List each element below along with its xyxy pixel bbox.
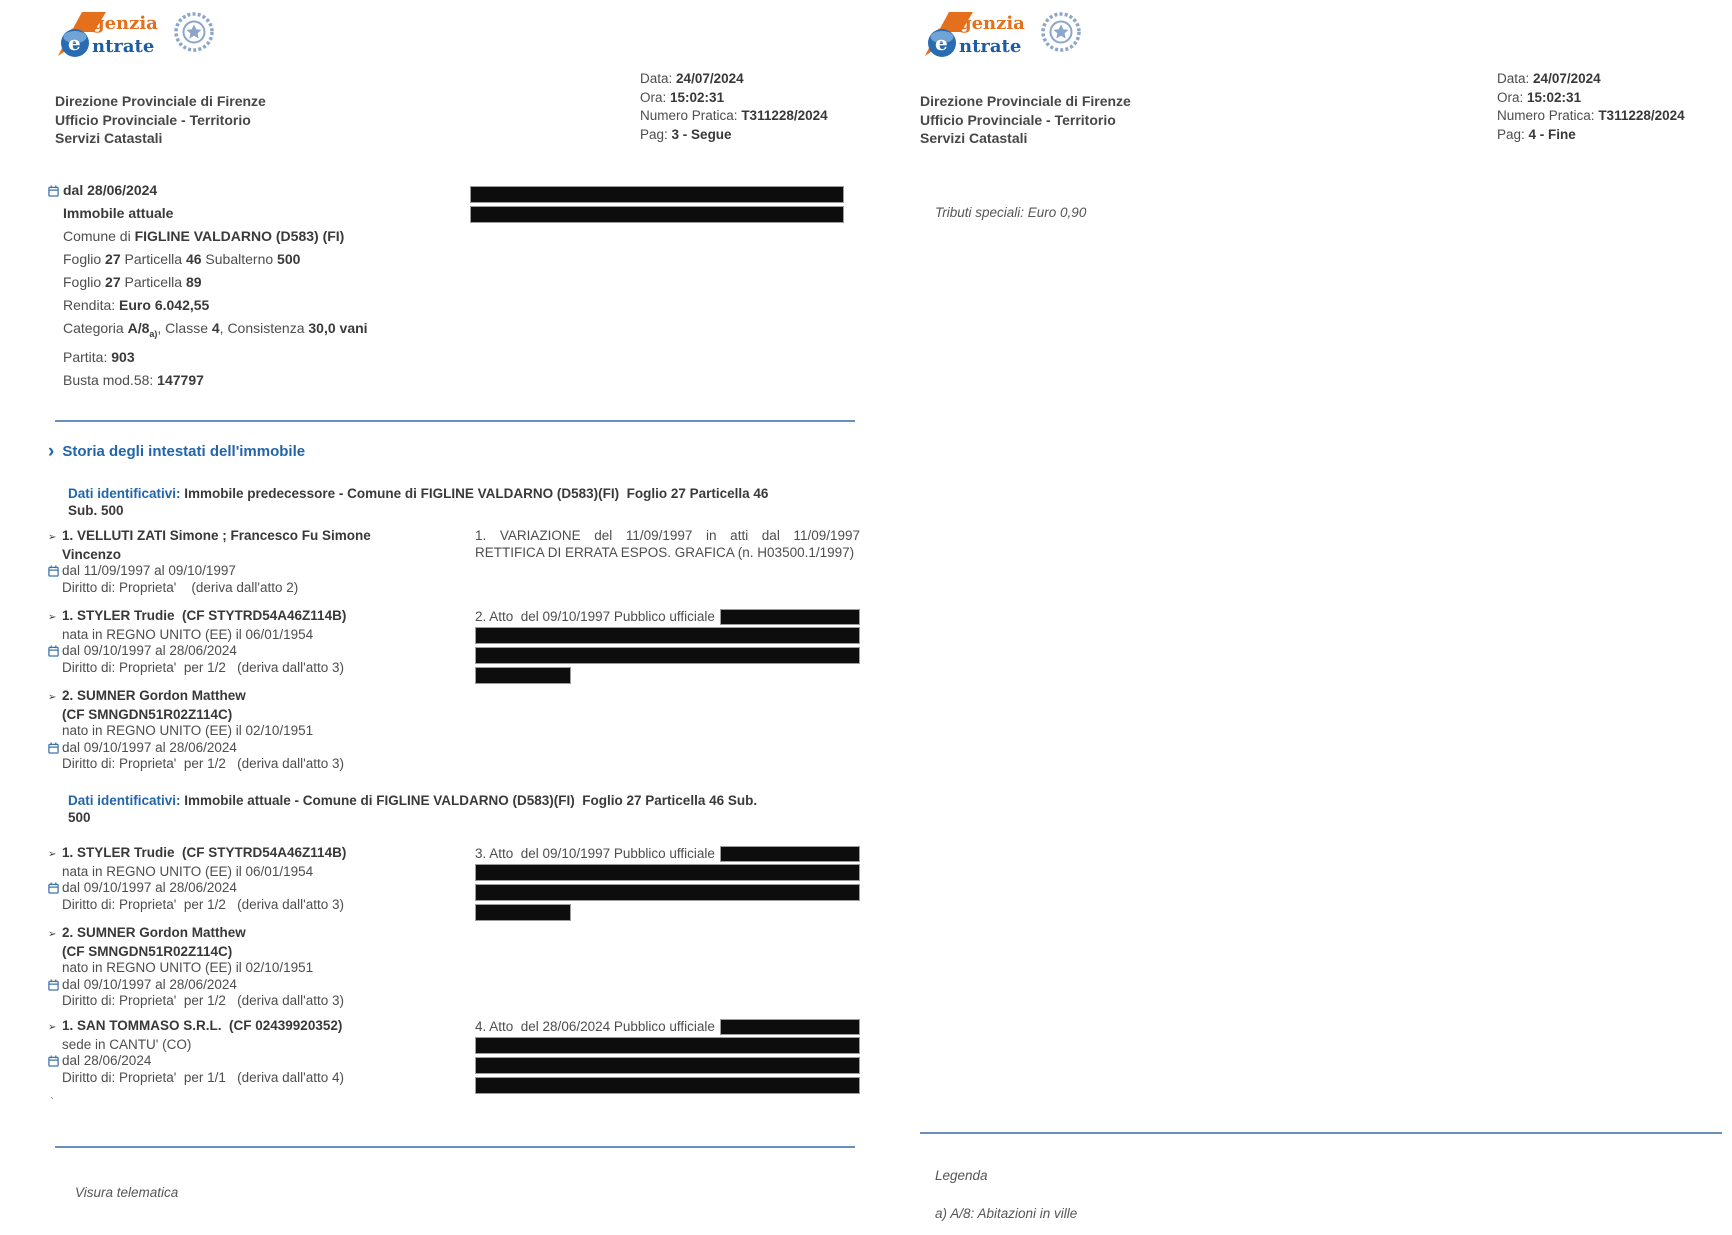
redaction-bar xyxy=(475,904,571,921)
act-title: 4. Atto del 28/06/2024 Pubblico ufficiale xyxy=(475,1019,715,1034)
chevron-right-icon: › xyxy=(48,441,55,462)
foglio-value: 27 xyxy=(105,274,121,290)
redaction-bar xyxy=(720,609,860,625)
section-divider xyxy=(55,420,855,422)
dati-identificativi-header xyxy=(68,792,773,826)
dati-identificativi-text: Immobile predecessore - Comune di FIGLINE VALDARNO (D583)(FI) Foglio 27 Particella 46 Sub. 500 xyxy=(68,486,773,518)
categoria-value: A/8 xyxy=(127,320,150,336)
pag-label: Pag: xyxy=(1497,126,1525,142)
office-address xyxy=(55,92,266,148)
ora-label: Ora: xyxy=(1497,89,1524,105)
agenzia-entrate-logo-graphic xyxy=(48,6,228,64)
comune-label: Comune di xyxy=(63,228,135,244)
office-address xyxy=(920,92,1131,148)
document-meta xyxy=(640,70,828,144)
classe-label: , Classe xyxy=(157,320,212,336)
consistenza-value: 30,0 vani xyxy=(308,320,368,336)
classe-value: 4 xyxy=(211,320,220,336)
redaction-bar xyxy=(470,206,844,223)
owner-details xyxy=(48,1018,465,1097)
arrow-bullet-icon: ➢ xyxy=(48,929,57,940)
ownership-right: Diritto di: Proprieta' per 1/2 (deriva dall'atto 3) xyxy=(62,659,345,675)
dati-identificativi-text: Immobile attuale - Comune di FIGLINE VALDARNO (D583)(FI) Foglio 27 Particella 46 Sub. 500 xyxy=(68,793,761,825)
partita-value: 903 xyxy=(111,348,135,365)
owner-name: 1. SAN TOMMASO S.R.L. (CF 02439920352) xyxy=(62,1018,343,1033)
dati-identificativi-header xyxy=(68,485,773,519)
pag-label: Pag: xyxy=(640,126,668,142)
arrow-bullet-icon: ➢ xyxy=(48,532,57,543)
footer-note: Visura telematica xyxy=(75,1185,179,1200)
redaction-bar xyxy=(475,884,860,901)
property-status: Immobile attuale xyxy=(63,205,174,221)
owner-birth: sede in CANTU' (CO) xyxy=(62,1036,192,1052)
owner-entry xyxy=(48,688,860,773)
data-value: 24/07/2024 xyxy=(676,71,744,86)
footer-divider xyxy=(55,1146,855,1148)
ownership-dates: dal 28/06/2024 xyxy=(62,1053,152,1068)
legenda-title: Legenda xyxy=(935,1168,988,1183)
calendar-icon xyxy=(48,185,59,197)
rendita-value: Euro 6.042,55 xyxy=(119,297,210,313)
subalterno-value: 500 xyxy=(277,251,301,267)
owner-name: 1. STYLER Trudie (CF STYTRD54A46Z114B) xyxy=(62,608,347,623)
ownership-right: Diritto di: Proprieta' per 1/2 (deriva dall'atto 3) xyxy=(62,993,345,1008)
particella-value: 46 xyxy=(185,251,202,267)
data-label: Data: xyxy=(1497,71,1530,86)
owner-details xyxy=(48,528,465,596)
document-meta xyxy=(1497,70,1685,144)
owner-name: 1. VELLUTI ZATI Simone ; Francesco Fu Simone xyxy=(62,528,371,543)
owner-entry xyxy=(48,845,860,924)
svg-text:ntrate: ntrate xyxy=(959,36,1022,57)
redaction-bar xyxy=(470,186,844,203)
foglio-label: Foglio xyxy=(63,251,106,267)
owner-birth: nato in REGNO UNITO (EE) il 02/10/1951 xyxy=(62,723,314,738)
svg-text:genzia: genzia xyxy=(959,13,1025,34)
act-details xyxy=(475,1018,860,1097)
categoria-label: Categoria xyxy=(63,320,128,336)
redaction-bar xyxy=(475,1057,860,1074)
owner-details xyxy=(48,925,465,1010)
particella-label: Particella xyxy=(120,274,186,290)
stray-mark: ` xyxy=(50,1095,54,1109)
foglio-label: Foglio xyxy=(63,274,106,290)
office-line: Direzione Provinciale di Firenze xyxy=(55,93,266,109)
legenda-item: a) A/8: Abitazioni in ville xyxy=(935,1206,1078,1221)
redaction-bar xyxy=(720,1019,860,1035)
owner-details xyxy=(48,608,465,687)
owner-name: 2. SUMNER Gordon Matthew xyxy=(62,925,246,940)
arrow-bullet-icon: ➢ xyxy=(48,849,57,860)
owner-name: 1. STYLER Trudie (CF STYTRD54A46Z114B) xyxy=(62,845,347,860)
redaction-bar xyxy=(720,846,860,862)
busta-label: Busta mod.58: xyxy=(63,371,158,388)
pratica-label: Numero Pratica: xyxy=(1497,108,1595,123)
act-details xyxy=(475,608,860,687)
owner-birth: nato in REGNO UNITO (EE) il 02/10/1951 xyxy=(62,960,314,975)
act-title: 2. Atto del 09/10/1997 Pubblico ufficiale xyxy=(475,609,715,624)
ownership-dates: dal 11/09/1997 al 09/10/1997 xyxy=(62,563,236,578)
data-label: Data: xyxy=(640,71,673,86)
subalterno-label: Subalterno xyxy=(201,251,278,267)
ora-label: Ora: xyxy=(640,89,667,105)
owner-entry xyxy=(48,608,860,687)
office-line: Servizi Catastali xyxy=(920,130,1028,146)
act-details xyxy=(475,845,860,924)
property-summary xyxy=(48,179,488,392)
pag-value: 3 - Segue xyxy=(671,126,732,142)
rendita-label: Rendita: xyxy=(63,297,120,313)
svg-text:genzia: genzia xyxy=(92,13,158,34)
tributi-speciali: Tributi speciali: Euro 0,90 xyxy=(935,205,1087,220)
ownership-dates: dal 09/10/1997 al 28/06/2024 xyxy=(62,643,237,658)
calendar-icon xyxy=(48,742,59,754)
redaction-block xyxy=(470,186,844,226)
ownership-right: Diritto di: Proprieta' (deriva dall'atto 2) xyxy=(62,579,299,595)
act-details xyxy=(475,528,860,596)
consistenza-label: , Consistenza xyxy=(219,320,309,336)
act-title: 3. Atto del 09/10/1997 Pubblico ufficiale xyxy=(475,846,715,861)
ownership-right: Diritto di: Proprieta' per 1/2 (deriva dall'atto 3) xyxy=(62,756,345,771)
pratica-value: T311228/2024 xyxy=(1598,108,1685,123)
categoria-footnote: a) xyxy=(149,328,158,339)
agenzia-entrate-logo xyxy=(915,6,1095,69)
agenzia-entrate-logo-graphic xyxy=(915,6,1095,64)
redaction-bar xyxy=(475,1077,860,1094)
pratica-label: Numero Pratica: xyxy=(640,108,738,123)
owner-details xyxy=(48,845,465,924)
storia-section-title xyxy=(48,443,305,460)
agenzia-entrate-logo xyxy=(48,6,228,69)
office-line: Direzione Provinciale di Firenze xyxy=(920,93,1131,109)
ownership-dates: dal 09/10/1997 al 28/06/2024 xyxy=(62,739,237,755)
svg-text:ntrate: ntrate xyxy=(92,36,155,57)
office-line: Ufficio Provinciale - Territorio xyxy=(920,111,1116,128)
variazione-text: 1. VARIAZIONE del 11/09/1997 in atti dal 11/09/1997 RETTIFICA DI ERRATA ESPOS. GRAFICA (n. H03500.1/1997) xyxy=(475,528,860,560)
owner-entry xyxy=(48,925,860,1010)
office-line: Ufficio Provinciale - Territorio xyxy=(55,111,251,128)
svg-text:e: e xyxy=(68,31,81,55)
republic-emblem-icon xyxy=(1043,14,1079,50)
owner-name-cont: Vincenzo xyxy=(62,546,122,562)
redaction-bar xyxy=(475,1037,860,1054)
comune-value: FIGLINE VALDARNO (D583) (FI) xyxy=(134,228,345,244)
ownership-right: Diritto di: Proprieta' per 1/2 (deriva dall'atto 3) xyxy=(62,896,345,912)
calendar-icon xyxy=(48,1055,59,1067)
calendar-icon xyxy=(48,645,59,657)
data-value: 24/07/2024 xyxy=(1533,71,1601,86)
republic-emblem-icon xyxy=(176,14,212,50)
arrow-bullet-icon: ➢ xyxy=(48,612,57,623)
svg-text:e: e xyxy=(935,31,948,55)
owner-birth: nata in REGNO UNITO (EE) il 06/01/1954 xyxy=(62,863,314,879)
storia-title-text: Storia degli intestati dell'immobile xyxy=(62,443,306,460)
owner-entry xyxy=(48,1018,860,1097)
ora-value: 15:02:31 xyxy=(1527,89,1582,105)
calendar-icon xyxy=(48,565,59,577)
ownership-dates: dal 09/10/1997 al 28/06/2024 xyxy=(62,976,237,992)
owner-name-cont: (CF SMNGDN51R02Z114C) xyxy=(62,943,233,959)
busta-value: 147797 xyxy=(157,371,204,388)
redaction-bar xyxy=(475,627,860,644)
owner-birth: nata in REGNO UNITO (EE) il 06/01/1954 xyxy=(62,626,314,642)
arrow-bullet-icon: ➢ xyxy=(48,1022,57,1033)
valid-from-date: dal 28/06/2024 xyxy=(63,182,158,198)
owner-entry xyxy=(48,528,860,596)
dati-identificativi-label: Dati identificativi: xyxy=(68,793,181,808)
partita-label: Partita: xyxy=(63,348,112,365)
owner-details xyxy=(48,688,465,773)
office-line: Servizi Catastali xyxy=(55,130,163,146)
owner-name-cont: (CF SMNGDN51R02Z114C) xyxy=(62,706,233,722)
particella-value: 89 xyxy=(185,274,202,290)
redaction-bar xyxy=(475,667,571,684)
dati-identificativi-label: Dati identificativi: xyxy=(68,486,181,501)
particella-label: Particella xyxy=(120,251,186,267)
calendar-icon xyxy=(48,979,59,991)
ownership-right: Diritto di: Proprieta' per 1/1 (deriva dall'atto 4) xyxy=(62,1069,345,1085)
calendar-icon xyxy=(48,882,59,894)
arrow-bullet-icon: ➢ xyxy=(48,692,57,703)
pratica-value: T311228/2024 xyxy=(741,108,828,123)
redaction-bar xyxy=(475,647,860,664)
foglio-value: 27 xyxy=(105,251,121,267)
ora-value: 15:02:31 xyxy=(670,89,725,105)
pag-value: 4 - Fine xyxy=(1528,126,1576,142)
redaction-bar xyxy=(475,864,860,881)
footer-divider xyxy=(920,1132,1722,1134)
ownership-dates: dal 09/10/1997 al 28/06/2024 xyxy=(62,880,237,895)
owner-name: 2. SUMNER Gordon Matthew xyxy=(62,688,246,703)
